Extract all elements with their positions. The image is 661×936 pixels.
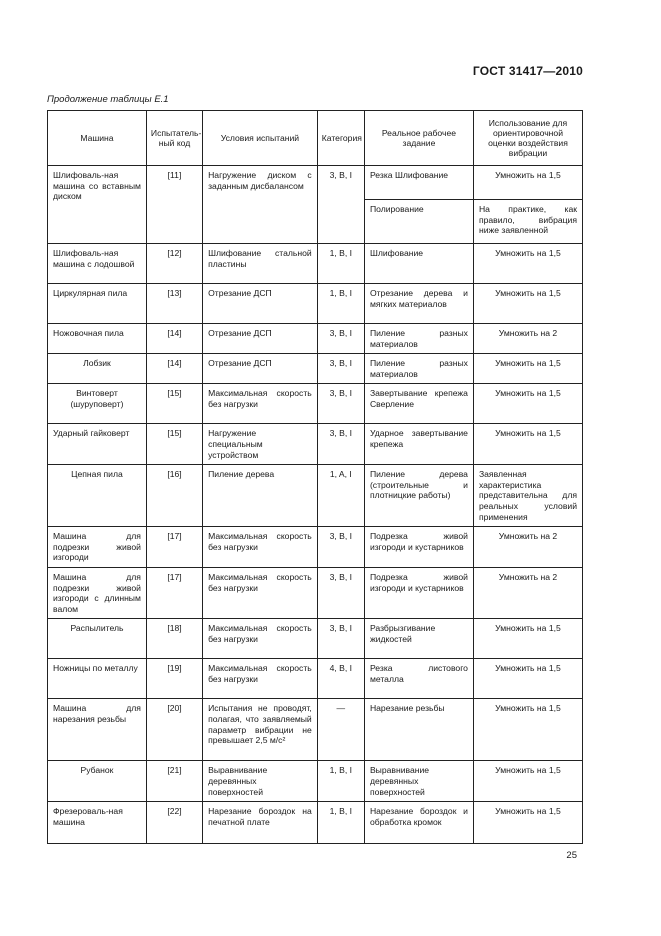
advice-cell: Заявленная характеристика представительна для реальных условий применения (473, 465, 582, 527)
advice-cell: Умножить на 1,5 (473, 244, 582, 284)
conditions-cell: Шлифование стальной пластины (203, 244, 318, 284)
conditions-cell: Максимальная скорость без нагрузки (203, 384, 318, 424)
page-number: 25 (566, 850, 577, 861)
conditions-cell: Максимальная скорость без нагрузки (203, 527, 318, 568)
conditions-cell: Отрезание ДСП (203, 324, 318, 354)
machine-cell: Ударный гайковерт (48, 424, 147, 465)
conditions-cell: Максимальная скорость без нагрузки (203, 619, 318, 659)
header-conditions: Условия испытаний (203, 111, 318, 166)
machine-cell: Машина для нарезания резьбы (48, 699, 147, 761)
table-row (48, 244, 583, 284)
conditions-cell: Отрезание ДСП (203, 284, 318, 324)
header-machine: Машина (48, 111, 147, 166)
category-cell: 1, A, I (317, 465, 364, 527)
real-task-cell: Нарезание резьбы (364, 699, 473, 761)
advice-cell: Умножить на 1,5 (473, 659, 582, 699)
header-category: Категория (317, 111, 364, 166)
advice-cell: Умножить на 1,5 (473, 761, 582, 802)
conditions-cell: Нарезание бороздок на печатной плате (203, 802, 318, 844)
machine-cell: Шлифоваль-ная машина со вставным диском (48, 166, 147, 244)
table-row (48, 284, 583, 324)
code-cell: [20] (146, 699, 202, 761)
table-row (48, 324, 583, 354)
code-cell: [13] (146, 284, 202, 324)
conditions-cell: Нагружение диском с заданным дисбалансом (203, 166, 318, 244)
real-task-cell: Резка Шлифование (364, 166, 473, 200)
table-row (48, 659, 583, 699)
code-cell: [19] (146, 659, 202, 699)
category-cell: 3, B, I (317, 166, 364, 244)
real-task-cell: Выравнивание деревянных поверхностей (364, 761, 473, 802)
real-task-cell: Пиление разных материалов (364, 324, 473, 354)
conditions-cell: Отрезание ДСП (203, 354, 318, 384)
category-cell: 3, B, I (317, 384, 364, 424)
code-cell: [11] (146, 166, 202, 244)
table-row (48, 384, 583, 424)
advice-cell: Умножить на 2 (473, 527, 582, 568)
real-task-cell: Ударное завертывание крепежа (364, 424, 473, 465)
table-row (48, 424, 583, 465)
real-task-cell: Завертывание крепежа Сверление (364, 384, 473, 424)
table-row (48, 354, 583, 384)
table-row (48, 802, 583, 844)
advice-cell: Умножить на 1,5 (473, 699, 582, 761)
real-task-cell: Разбрызгивание жидкостей (364, 619, 473, 659)
real-task-cell: Пиление дерева (строительные и плотницкие работы) (364, 465, 473, 527)
machine-cell: Шлифоваль-ная машина с лодошвой (48, 244, 147, 284)
machine-cell: Рубанок (48, 761, 147, 802)
advice-cell: Умножить на 1,5 (473, 424, 582, 465)
machine-cell: Машина для подрезки живой изгороди (48, 527, 147, 568)
code-cell: [14] (146, 324, 202, 354)
advice-cell: Умножить на 1,5 (473, 802, 582, 844)
category-cell: — (317, 699, 364, 761)
advice-cell: Умножить на 1,5 (473, 284, 582, 324)
category-cell: 3, B, I (317, 324, 364, 354)
table-header-row (48, 111, 583, 166)
real-task-cell: Подрезка живой изгороди и кустарников (364, 567, 473, 618)
code-cell: [15] (146, 424, 202, 465)
code-cell: [15] (146, 384, 202, 424)
table-row (48, 166, 583, 200)
category-cell: 3, B, I (317, 354, 364, 384)
category-cell: 1, B, I (317, 284, 364, 324)
category-cell: 1, B, I (317, 802, 364, 844)
code-cell: [14] (146, 354, 202, 384)
machine-cell: Ножовочная пила (48, 324, 147, 354)
header-test-code: Испытатель-ный код (146, 111, 202, 166)
category-cell: 4, B, I (317, 659, 364, 699)
code-cell: [18] (146, 619, 202, 659)
category-cell: 3, B, I (317, 424, 364, 465)
code-cell: [12] (146, 244, 202, 284)
machine-cell: Винтоверт (шуруповерт) (48, 384, 147, 424)
code-cell: [22] (146, 802, 202, 844)
real-task-cell: Нарезание бороздок и обработка кромок (364, 802, 473, 844)
advice-cell: Умножить на 1,5 (473, 354, 582, 384)
machine-cell: Распылитель (48, 619, 147, 659)
machine-cell: Фрезероваль-ная машина (48, 802, 147, 844)
category-cell: 1, B, I (317, 244, 364, 284)
category-cell: 3, B, I (317, 527, 364, 568)
real-task-cell: Подрезка живой изгороди и кустарников (364, 527, 473, 568)
machine-cell: Ножницы по металлу (48, 659, 147, 699)
category-cell: 3, B, I (317, 567, 364, 618)
real-task-cell: Шлифование (364, 244, 473, 284)
real-task-cell: Пиление разных материалов (364, 354, 473, 384)
machine-cell: Циркулярная пила (48, 284, 147, 324)
table-row (48, 761, 583, 802)
real-task-cell: Полирование (364, 200, 473, 244)
table-row (48, 699, 583, 761)
machine-cell: Цепная пила (48, 465, 147, 527)
conditions-cell: Пиление дерева (203, 465, 318, 527)
header-real-task: Реальное рабочее задание (364, 111, 473, 166)
real-task-cell: Резка листового металла (364, 659, 473, 699)
code-cell: [17] (146, 527, 202, 568)
advice-cell: Умножить на 2 (473, 567, 582, 618)
category-cell: 3, B, I (317, 619, 364, 659)
header-usage: Использование для ориентировочной оценки воздействия вибрации (473, 111, 582, 166)
advice-cell: Умножить на 2 (473, 324, 582, 354)
code-cell: [17] (146, 567, 202, 618)
conditions-cell: Испытания не проводят, полагая, что заявляемый параметр вибрации не превышает 2,5 м/с² (203, 699, 318, 761)
machine-cell: Машина для подрезки живой изгороди с длинным валом (48, 567, 147, 618)
category-cell: 1, B, I (317, 761, 364, 802)
code-cell: [21] (146, 761, 202, 802)
advice-cell: Умножить на 1,5 (473, 619, 582, 659)
conditions-cell: Максимальная скорость без нагрузки (203, 567, 318, 618)
advice-cell: На практике, как правило, вибрация ниже заявленной (473, 200, 582, 244)
conditions-cell: Выравнивание деревянных поверхностей (203, 761, 318, 802)
table-row (48, 619, 583, 659)
table-row (48, 465, 583, 527)
code-cell: [16] (146, 465, 202, 527)
real-task-cell: Отрезание дерева и мягких материалов (364, 284, 473, 324)
document-code: ГОСТ 31417—2010 (472, 64, 583, 78)
table-caption: Продолжение таблицы Е.1 (47, 94, 169, 105)
conditions-cell: Нагружение специальным устройством (203, 424, 318, 465)
vibration-table (47, 110, 583, 844)
advice-cell: Умножить на 1,5 (473, 384, 582, 424)
advice-cell: Умножить на 1,5 (473, 166, 582, 200)
table-row (48, 527, 583, 568)
conditions-cell: Максимальная скорость без нагрузки (203, 659, 318, 699)
table-row (48, 567, 583, 618)
machine-cell: Лобзик (48, 354, 147, 384)
